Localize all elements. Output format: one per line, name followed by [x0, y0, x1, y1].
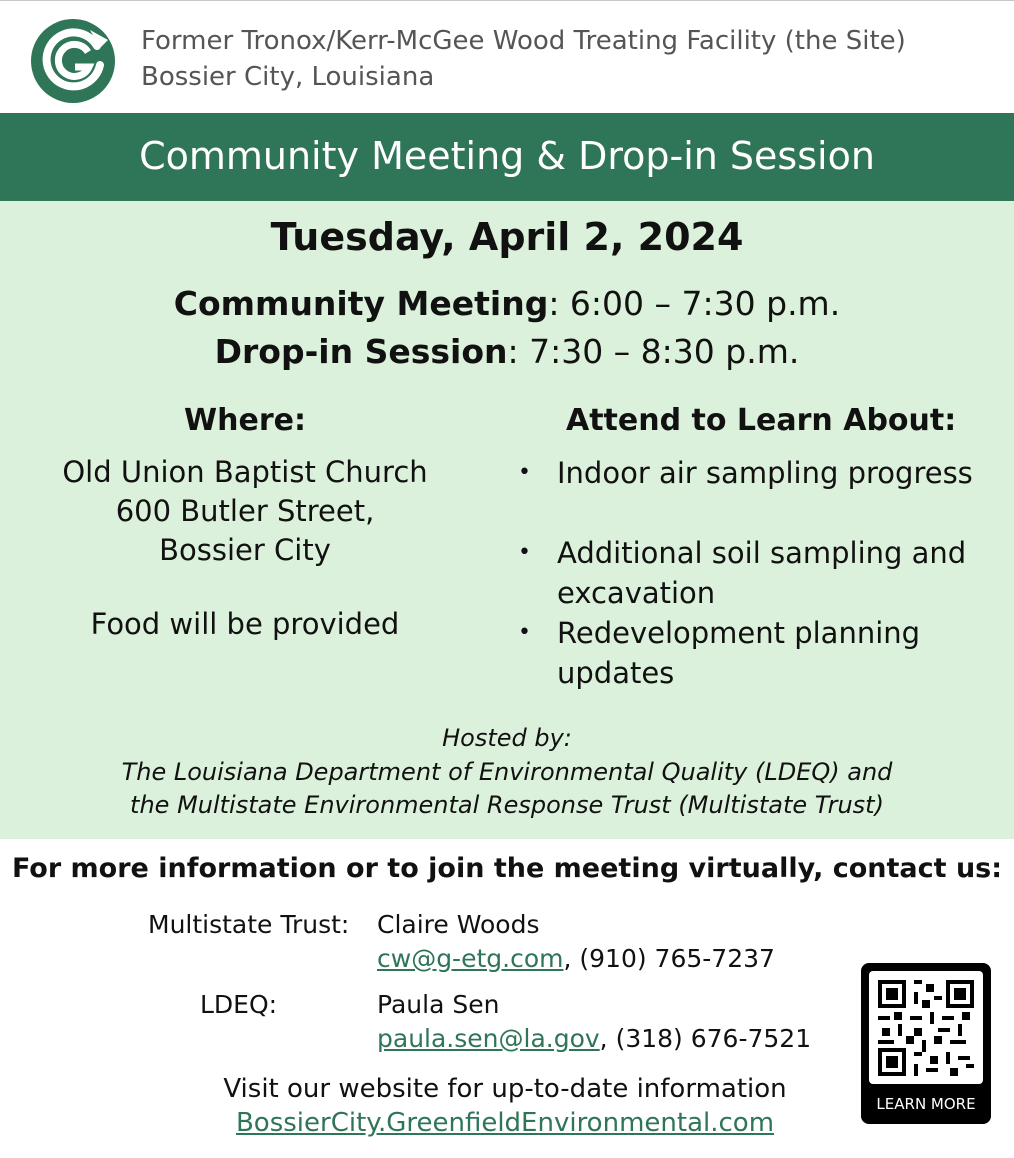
contact-email-link[interactable]: paula.sen@la.gov [377, 1024, 600, 1053]
qr-code-icon [878, 980, 974, 1076]
host-line-1: The Louisiana Department of Environmental Quality (LDEQ) and [121, 758, 893, 786]
list-item-text: Indoor air sampling progress [557, 456, 973, 490]
contact-details [377, 1024, 811, 1053]
contact-name: Claire Woods [377, 910, 540, 939]
contact-phone: , (910) 765-7237 [563, 944, 775, 973]
event-banner: Community Meeting & Drop-in Session [0, 113, 1014, 201]
website-line [0, 1108, 1010, 1138]
learn-heading: Attend to Learn About: [566, 403, 957, 438]
meeting-time [0, 284, 1014, 323]
contact-name: Paula Sen [377, 990, 500, 1019]
contact-org: Multistate Trust: [148, 910, 350, 939]
greenfield-logo-icon [30, 18, 116, 104]
bullet-icon: • [518, 620, 531, 645]
dropin-label: Drop-in Session [214, 332, 508, 371]
site-name: Former Tronox/Kerr-McGee Wood Treating Facility (the Site) [141, 26, 906, 56]
hosted-label: Hosted by: [442, 724, 572, 752]
where-heading: Where: [184, 403, 306, 438]
website-note: Visit our website for up-to-date information [223, 1074, 787, 1104]
event-date: Tuesday, April 2, 2024 [270, 215, 744, 259]
contact-details [377, 944, 775, 973]
venue-city: Bossier City [159, 533, 331, 567]
website-link[interactable]: BossierCity.GreenfieldEnvironmental.com [235, 1108, 775, 1138]
dropin-time [0, 332, 1014, 371]
food-note: Food will be provided [90, 607, 400, 641]
bullet-icon: • [518, 460, 531, 485]
qr-code-badge[interactable] [861, 963, 991, 1124]
meeting-time-value: : 6:00 – 7:30 p.m. [548, 284, 841, 323]
list-item-text: Redevelopment planning updates [557, 616, 921, 690]
contact-org: LDEQ: [200, 990, 278, 1019]
contact-heading: For more information or to join the meeting virtually, contact us: [11, 853, 1003, 884]
venue-street: 600 Butler Street, [115, 494, 375, 528]
top-divider [0, 0, 1014, 1]
qr-label: LEARN MORE [876, 1095, 976, 1113]
meeting-label: Community Meeting [173, 284, 549, 323]
qr-code-area [869, 971, 983, 1084]
venue-name: Old Union Baptist Church [62, 455, 428, 489]
list-item-text: Additional soil sampling and excavation [557, 536, 967, 610]
contact-email-link[interactable]: cw@g-etg.com [377, 944, 564, 973]
contact-phone: , (318) 676-7521 [599, 1024, 812, 1053]
dropin-time-value: : 7:30 – 8:30 p.m. [507, 332, 800, 371]
host-line-2: the Multistate Environmental Response Trust (Multistate Trust) [130, 791, 884, 819]
site-location: Bossier City, Louisiana [141, 62, 435, 92]
bullet-icon: • [518, 540, 531, 565]
